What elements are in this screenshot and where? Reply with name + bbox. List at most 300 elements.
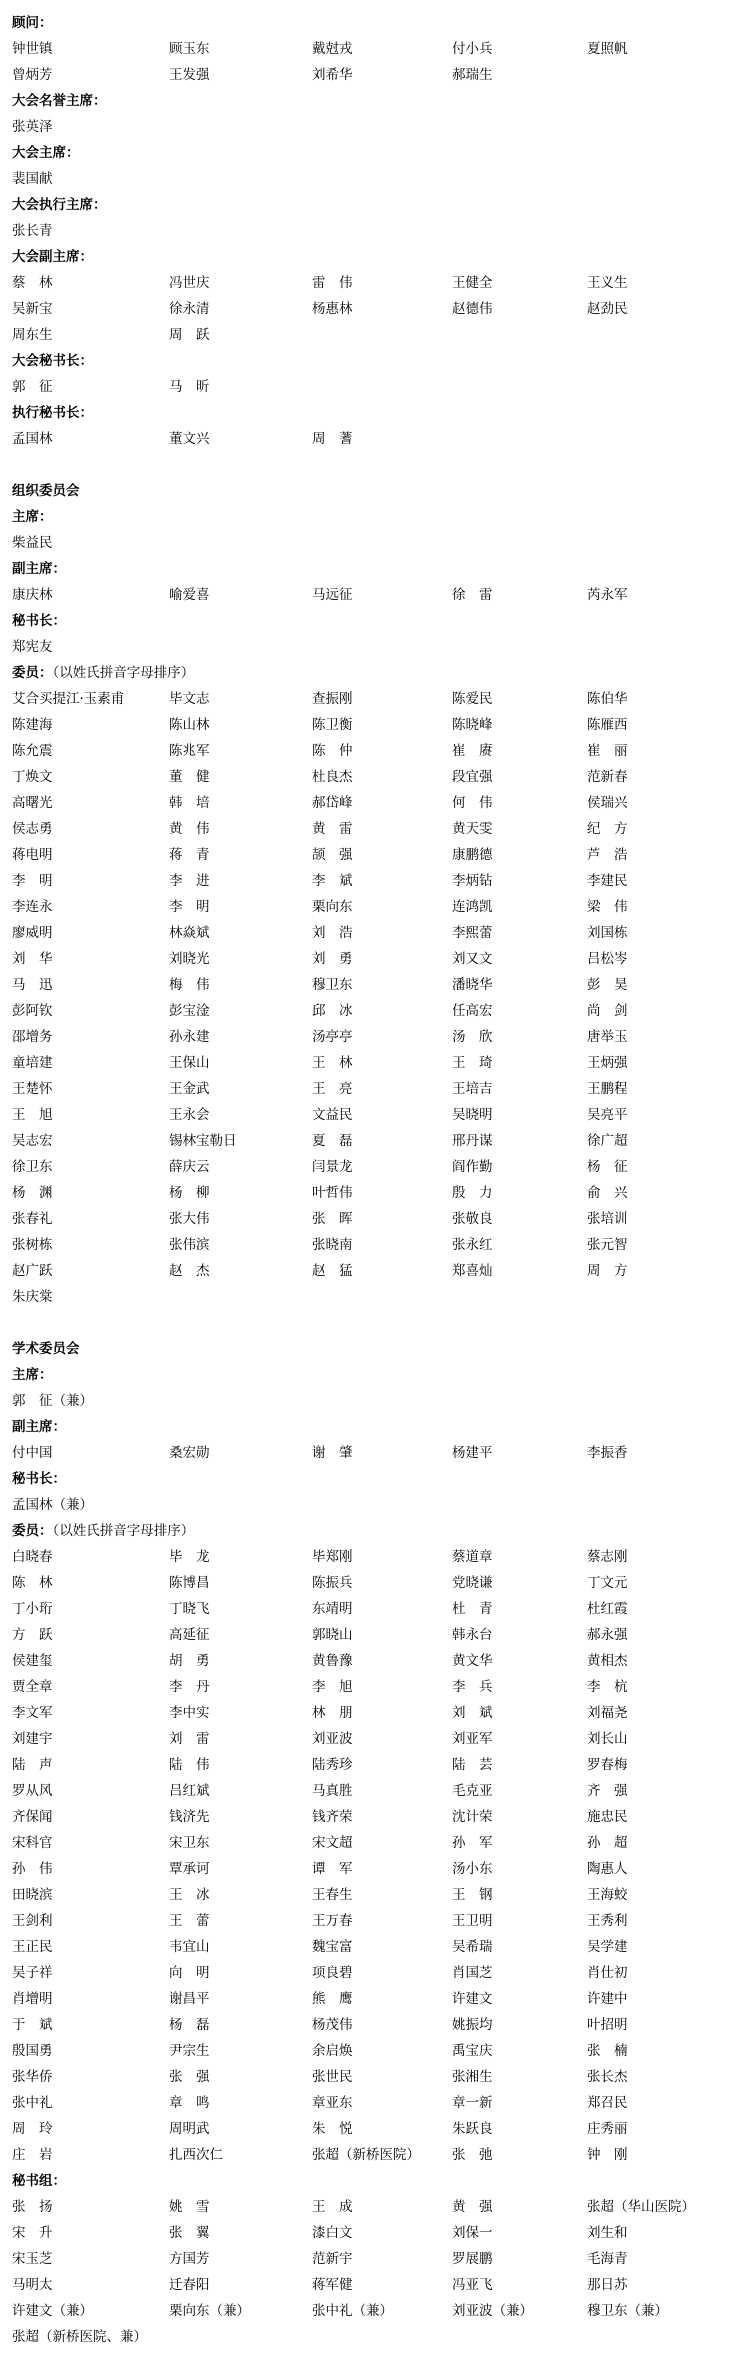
member-name: 陈博昌 <box>169 1575 210 1591</box>
name-row <box>12 1726 722 1752</box>
name-row <box>12 1986 722 2012</box>
name-row <box>12 2194 722 2220</box>
member-name: 余启焕 <box>312 2043 353 2059</box>
member-name: 张华侨 <box>12 2069 53 2085</box>
name-row <box>12 998 722 1024</box>
section-title: 组织委员会 <box>12 483 80 499</box>
member-name: 孙永建 <box>169 1029 210 1045</box>
name-row <box>12 166 722 192</box>
name-row <box>12 62 722 88</box>
member-name: 徐永清 <box>169 301 210 317</box>
member-name: 漆白文 <box>312 2225 353 2241</box>
member-name: 侯瑞兴 <box>587 795 628 811</box>
name-row <box>12 1258 722 1284</box>
name-row <box>12 1232 722 1258</box>
member-name: 郭 征（兼） <box>12 1393 93 1409</box>
name-row <box>12 1128 722 1154</box>
role-heading <box>12 244 722 270</box>
member-name: 白晓春 <box>12 1549 53 1565</box>
member-name: 吴志宏 <box>12 1133 53 1149</box>
name-row <box>12 1960 722 1986</box>
role-heading-text: 大会主席： <box>12 145 80 161</box>
name-row <box>12 634 722 660</box>
member-name: 徐广超 <box>587 1133 628 1149</box>
member-name: 柴益民 <box>12 535 53 551</box>
role-heading-text: 顾问： <box>12 15 53 31</box>
member-name: 郝岱峰 <box>312 795 353 811</box>
member-name: 王 琦 <box>452 1055 493 1071</box>
member-name: 马明太 <box>12 2277 53 2293</box>
name-row <box>12 1102 722 1128</box>
member-name: 吴晓明 <box>452 1107 493 1123</box>
member-name: 毕文志 <box>169 691 210 707</box>
member-name: 庄秀丽 <box>587 2121 628 2137</box>
member-name: 郑喜灿 <box>452 1263 493 1279</box>
member-name: 张 强 <box>169 2069 210 2085</box>
name-row <box>12 764 722 790</box>
member-name: 刘亚波（兼） <box>452 2303 533 2319</box>
member-name: 王楚怀 <box>12 1081 53 1097</box>
member-name: 刘生和 <box>587 2225 628 2241</box>
member-name: 刘国栋 <box>587 925 628 941</box>
member-name: 丁晓飞 <box>169 1601 210 1617</box>
member-name: 殷国勇 <box>12 2043 53 2059</box>
member-name: 宋 升 <box>12 2225 53 2241</box>
member-name: 马 昕 <box>169 379 210 395</box>
member-name: 蒋电明 <box>12 847 53 863</box>
member-name: 赵广跃 <box>12 1263 53 1279</box>
member-name: 穆卫东（兼） <box>587 2303 668 2319</box>
member-name: 阎作勤 <box>452 1159 493 1175</box>
member-name: 齐 强 <box>587 1783 628 1799</box>
member-name: 刘福尧 <box>587 1705 628 1721</box>
member-name: 马远征 <box>312 587 353 603</box>
member-name: 吴新宝 <box>12 301 53 317</box>
member-name: 薛庆云 <box>169 1159 210 1175</box>
member-name: 许建文（兼） <box>12 2303 93 2319</box>
member-name: 王正民 <box>12 1939 53 1955</box>
member-name: 吴子祥 <box>12 1965 53 1981</box>
member-name: 夏照帆 <box>587 41 628 57</box>
member-name: 黄 雷 <box>312 821 353 837</box>
member-name: 肖增明 <box>12 1991 53 2007</box>
member-name: 郭晓山 <box>312 1627 353 1643</box>
member-name: 王万春 <box>312 1913 353 1929</box>
name-row <box>12 426 722 452</box>
member-name: 张 晖 <box>312 1211 353 1227</box>
member-name: 朱庆棠 <box>12 1289 53 1305</box>
section-title: 学术委员会 <box>12 1341 80 1357</box>
member-name: 郑召民 <box>587 2095 628 2111</box>
member-name: 冯世庆 <box>169 275 210 291</box>
member-name: 张春礼 <box>12 1211 53 1227</box>
member-name: 蒋军健 <box>312 2277 353 2293</box>
name-row <box>12 2038 722 2064</box>
role-heading-text: 主席： <box>12 509 53 525</box>
member-name: 张湘生 <box>452 2069 493 2085</box>
member-name: 廖威明 <box>12 925 53 941</box>
member-name: 刘晓光 <box>169 951 210 967</box>
member-name: 丁文元 <box>587 1575 628 1591</box>
name-row <box>12 1830 722 1856</box>
member-name: 章一新 <box>452 2095 493 2111</box>
member-name: 郝瑞生 <box>452 67 493 83</box>
member-name: 刘建宇 <box>12 1731 53 1747</box>
name-row <box>12 1596 722 1622</box>
role-heading <box>12 608 722 634</box>
member-name: 王 林 <box>312 1055 353 1071</box>
member-name: 连鸿凯 <box>452 899 493 915</box>
member-name: 蔡道章 <box>452 1549 493 1565</box>
member-name: 于 斌 <box>12 2017 53 2033</box>
member-name: 姚 雪 <box>169 2199 210 2215</box>
member-name: 韩 培 <box>169 795 210 811</box>
member-name: 林 朋 <box>312 1705 353 1721</box>
member-name: 杨建平 <box>452 1445 493 1461</box>
member-name: 钱济先 <box>169 1809 210 1825</box>
member-name: 陈 仲 <box>312 743 353 759</box>
member-name: 高曙光 <box>12 795 53 811</box>
member-name: 许建文 <box>452 1991 493 2007</box>
member-name: 张晓南 <box>312 1237 353 1253</box>
member-name: 李 明 <box>12 873 53 889</box>
member-name: 侯志勇 <box>12 821 53 837</box>
name-row <box>12 2064 722 2090</box>
role-heading <box>12 88 722 114</box>
member-name: 张长青 <box>12 223 53 239</box>
member-name: 蔡 林 <box>12 275 53 291</box>
member-name: 陆 伟 <box>169 1757 210 1773</box>
name-row <box>12 972 722 998</box>
member-name: 陈雁西 <box>587 717 628 733</box>
member-name: 颉 强 <box>312 847 353 863</box>
member-name: 汤小东 <box>452 1861 493 1877</box>
member-name: 雷 伟 <box>312 275 353 291</box>
member-name: 王培吉 <box>452 1081 493 1097</box>
name-row <box>12 816 722 842</box>
name-row <box>12 582 722 608</box>
name-row <box>12 1050 722 1076</box>
name-row <box>12 1024 722 1050</box>
member-name: 陈振兵 <box>312 1575 353 1591</box>
member-name: 梅 伟 <box>169 977 210 993</box>
member-name: 宋卫东 <box>169 1835 210 1851</box>
member-name: 孙 超 <box>587 1835 628 1851</box>
member-name: 章 鸣 <box>169 2095 210 2111</box>
role-heading-text: 大会秘书长： <box>12 353 93 369</box>
role-heading-text: 委员： <box>12 665 53 681</box>
member-name: 邱 冰 <box>312 1003 353 1019</box>
name-row <box>12 36 722 62</box>
name-row <box>12 1934 722 1960</box>
member-name: 杨 征 <box>587 1159 628 1175</box>
name-row <box>12 712 722 738</box>
role-heading <box>12 1518 722 1544</box>
member-name: 王发强 <box>169 67 210 83</box>
member-name: 陆秀珍 <box>312 1757 353 1773</box>
member-name: 查振刚 <box>312 691 353 707</box>
member-name: 汤 欣 <box>452 1029 493 1045</box>
member-name: 钟世镇 <box>12 41 53 57</box>
role-heading-text: 大会副主席： <box>12 249 93 265</box>
member-name: 韦宜山 <box>169 1939 210 1955</box>
member-name: 宋玉芝 <box>12 2251 53 2267</box>
role-heading <box>12 10 722 36</box>
member-name: 王炳强 <box>587 1055 628 1071</box>
member-name: 党晓谦 <box>452 1575 493 1591</box>
name-row <box>12 2298 722 2324</box>
member-name: 赵 猛 <box>312 1263 353 1279</box>
member-name: 马真胜 <box>312 1783 353 1799</box>
member-name: 顾玉东 <box>169 41 210 57</box>
section-spacer <box>12 452 722 478</box>
member-name: 栗向东 <box>312 899 353 915</box>
member-name: 王卫明 <box>452 1913 493 1929</box>
member-name: 陈伯华 <box>587 691 628 707</box>
member-name: 周 玲 <box>12 2121 53 2137</box>
member-name: 芦 浩 <box>587 847 628 863</box>
member-name: 李振香 <box>587 1445 628 1461</box>
member-name: 陈山林 <box>169 717 210 733</box>
member-name: 李 旭 <box>312 1679 353 1695</box>
member-name: 杜红霞 <box>587 1601 628 1617</box>
member-name: 周 方 <box>587 1263 628 1279</box>
member-name: 张中礼（兼） <box>312 2303 393 2319</box>
member-name: 黄天雯 <box>452 821 493 837</box>
member-name: 张英泽 <box>12 119 53 135</box>
role-heading <box>12 1362 722 1388</box>
member-name: 陈建海 <box>12 717 53 733</box>
member-name: 董 健 <box>169 769 210 785</box>
name-row <box>12 2090 722 2116</box>
member-name: 覃承诃 <box>169 1861 210 1877</box>
member-name: 徐 雷 <box>452 587 493 603</box>
member-name: 黄 伟 <box>169 821 210 837</box>
member-name: 刘 雷 <box>169 1731 210 1747</box>
member-name: 毛海青 <box>587 2251 628 2267</box>
name-row <box>12 2142 722 2168</box>
member-name: 王 钢 <box>452 1887 493 1903</box>
member-name: 王 成 <box>312 2199 353 2215</box>
member-name: 陈晓峰 <box>452 717 493 733</box>
member-name: 李建民 <box>587 873 628 889</box>
member-name: 肖仕初 <box>587 1965 628 1981</box>
member-name: 刘 浩 <box>312 925 353 941</box>
member-name: 谢 肇 <box>312 1445 353 1461</box>
member-name: 李 斌 <box>312 873 353 889</box>
name-row <box>12 1570 722 1596</box>
member-name: 项良碧 <box>312 1965 353 1981</box>
member-name: 彭阿钦 <box>12 1003 53 1019</box>
member-name: 潘晓华 <box>452 977 493 993</box>
member-name: 禹宝庆 <box>452 2043 493 2059</box>
member-name: 张 弛 <box>452 2147 493 2163</box>
member-name: 康庆林 <box>12 587 53 603</box>
member-name: 李中实 <box>169 1705 210 1721</box>
member-name: 周明武 <box>169 2121 210 2137</box>
member-name: 穆卫东 <box>312 977 353 993</box>
member-name: 王 冰 <box>169 1887 210 1903</box>
member-name: 王 亮 <box>312 1081 353 1097</box>
name-row <box>12 1284 722 1310</box>
member-name: 朱跃良 <box>452 2121 493 2137</box>
member-name: 钟 刚 <box>587 2147 628 2163</box>
name-row <box>12 114 722 140</box>
member-name: 张超（新桥医院、兼） <box>12 2329 147 2345</box>
role-heading <box>12 2168 722 2194</box>
role-heading <box>12 400 722 426</box>
name-row <box>12 1206 722 1232</box>
member-name: 叶哲伟 <box>312 1185 353 1201</box>
member-name: 董文兴 <box>169 431 210 447</box>
member-name: 尚 剑 <box>587 1003 628 1019</box>
role-heading-text: 秘书长： <box>12 1471 66 1487</box>
member-name: 刘亚军 <box>452 1731 493 1747</box>
member-name: 黄相杰 <box>587 1653 628 1669</box>
name-row <box>12 1752 722 1778</box>
member-name: 孙 军 <box>452 1835 493 1851</box>
member-name: 毕 龙 <box>169 1549 210 1565</box>
member-name: 邢丹谋 <box>452 1133 493 1149</box>
role-heading-text: 执行秘书长： <box>12 405 93 421</box>
member-name: 喻爱喜 <box>169 587 210 603</box>
name-row <box>12 2272 722 2298</box>
member-name: 王剑利 <box>12 1913 53 1929</box>
member-name: 韩永台 <box>452 1627 493 1643</box>
member-name: 张伟滨 <box>169 1237 210 1253</box>
name-row <box>12 1674 722 1700</box>
member-name: 任高宏 <box>452 1003 493 1019</box>
member-name: 张超（华山医院） <box>587 2199 695 2215</box>
member-name: 罗展鹏 <box>452 2251 493 2267</box>
name-row <box>12 738 722 764</box>
member-name: 李 兵 <box>452 1679 493 1695</box>
member-name: 王 旭 <box>12 1107 53 1123</box>
member-name: 姚振均 <box>452 2017 493 2033</box>
member-name: 付中国 <box>12 1445 53 1461</box>
member-name: 艾合买提江·玉素甫 <box>12 691 125 707</box>
member-name: 孟国林（兼） <box>12 1497 93 1513</box>
member-name: 齐保闻 <box>12 1809 53 1825</box>
member-name: 吴亮平 <box>587 1107 628 1123</box>
member-name: 杜 青 <box>452 1601 493 1617</box>
member-name: 张永红 <box>452 1237 493 1253</box>
member-name: 张中礼 <box>12 2095 53 2111</box>
member-name: 刘长山 <box>587 1731 628 1747</box>
name-row <box>12 1180 722 1206</box>
member-name: 罗春梅 <box>587 1757 628 1773</box>
member-name: 戴尅戎 <box>312 41 353 57</box>
member-name: 陈兆军 <box>169 743 210 759</box>
member-name: 谭 军 <box>312 1861 353 1877</box>
member-name: 刘亚波 <box>312 1731 353 1747</box>
member-name: 扎西次仁 <box>169 2147 223 2163</box>
role-heading <box>12 556 722 582</box>
member-name: 蔡志刚 <box>587 1549 628 1565</box>
name-row <box>12 686 722 712</box>
role-heading-text: 秘书组： <box>12 2173 66 2189</box>
member-name: 宋文超 <box>312 1835 353 1851</box>
member-name: 贾全章 <box>12 1679 53 1695</box>
member-name: 张 楠 <box>587 2043 628 2059</box>
member-name: 李熙蕾 <box>452 925 493 941</box>
name-row <box>12 2220 722 2246</box>
name-row <box>12 1804 722 1830</box>
member-name: 杨茂伟 <box>312 2017 353 2033</box>
role-heading-text: 大会名誉主席： <box>12 93 107 109</box>
member-name: 桑宏勋 <box>169 1445 210 1461</box>
member-name: 徐卫东 <box>12 1159 53 1175</box>
member-name: 王鹏程 <box>587 1081 628 1097</box>
name-row <box>12 1154 722 1180</box>
role-heading-text: 委员： <box>12 1523 53 1539</box>
member-name: 吴希瑞 <box>452 1939 493 1955</box>
member-name: 施忠民 <box>587 1809 628 1825</box>
member-name: 崔 丽 <box>587 743 628 759</box>
member-name: 康鹏德 <box>452 847 493 863</box>
member-name: 周 蓍 <box>312 431 353 447</box>
member-name: 叶招明 <box>587 2017 628 2033</box>
name-row <box>12 790 722 816</box>
member-name: 孙 伟 <box>12 1861 53 1877</box>
member-name: 杨 磊 <box>169 2017 210 2033</box>
member-name: 郝永强 <box>587 1627 628 1643</box>
member-name: 芮永军 <box>587 587 628 603</box>
member-name: 方国芳 <box>169 2251 210 2267</box>
name-row <box>12 1622 722 1648</box>
member-name: 李文军 <box>12 1705 53 1721</box>
member-name: 熊 鹰 <box>312 1991 353 2007</box>
name-row <box>12 920 722 946</box>
member-name: 庄 岩 <box>12 2147 53 2163</box>
member-name: 汤亭亭 <box>312 1029 353 1045</box>
member-name: 蒋 青 <box>169 847 210 863</box>
sort-note: （以姓氏拼音字母排序） <box>52 665 195 681</box>
member-name: 梁 伟 <box>587 899 628 915</box>
member-name: 杨惠林 <box>312 301 353 317</box>
member-name: 迁春阳 <box>169 2277 210 2293</box>
member-name: 王春生 <box>312 1887 353 1903</box>
member-name: 东靖明 <box>312 1601 353 1617</box>
member-name: 陆 声 <box>12 1757 53 1773</box>
member-name: 陈爱民 <box>452 691 493 707</box>
role-heading <box>12 192 722 218</box>
name-row <box>12 1440 722 1466</box>
member-name: 章亚东 <box>312 2095 353 2111</box>
member-name: 那日苏 <box>587 2277 628 2293</box>
member-name: 唐举玉 <box>587 1029 628 1045</box>
role-heading-text: 秘书长： <box>12 613 66 629</box>
member-name: 刘 华 <box>12 951 53 967</box>
member-name: 魏宝富 <box>312 1939 353 1955</box>
member-name: 黄鲁豫 <box>312 1653 353 1669</box>
name-row <box>12 2116 722 2142</box>
member-name: 尹宗生 <box>169 2043 210 2059</box>
member-name: 吴学建 <box>587 1939 628 1955</box>
member-name: 闫景龙 <box>312 1159 353 1175</box>
member-name: 张世民 <box>312 2069 353 2085</box>
member-name: 郭 征 <box>12 379 53 395</box>
role-heading <box>12 348 722 374</box>
member-name: 丁焕文 <box>12 769 53 785</box>
member-name: 周 跃 <box>169 327 210 343</box>
name-row <box>12 2246 722 2272</box>
member-name: 锡林宝勒日 <box>169 1133 237 1149</box>
member-name: 殷 力 <box>452 1185 493 1201</box>
member-name: 李 明 <box>169 899 210 915</box>
member-name: 崔 赓 <box>452 743 493 759</box>
member-name: 范新春 <box>587 769 628 785</box>
